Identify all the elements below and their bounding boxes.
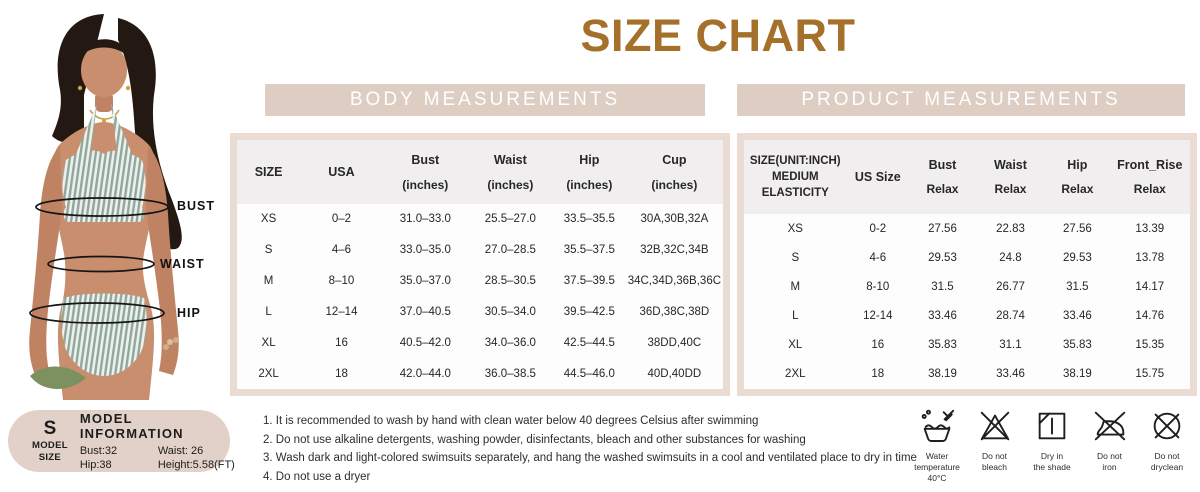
table-cell: 12-14 <box>863 310 893 323</box>
text-line: Water <box>925 451 949 461</box>
table-cell: 4-6 <box>869 251 887 264</box>
column-header-usa: USA <box>328 165 355 179</box>
hip-measure-label: HIP <box>177 306 201 320</box>
care-caption <box>914 451 960 484</box>
bust-measure-label: BUST <box>177 199 216 213</box>
table-cell: 30.5–34.0 <box>484 305 536 318</box>
column-header-size-unit <box>750 153 841 201</box>
table-cell: 26.77 <box>996 280 1025 293</box>
model-information-box <box>8 410 235 472</box>
table-cell: 29.53 <box>928 251 957 264</box>
text-line: MODEL <box>32 439 68 451</box>
table-cell: 27.0–28.5 <box>484 244 536 257</box>
table-cell: 27.56 <box>928 222 957 235</box>
text-line: temperature <box>914 462 960 473</box>
do-not-iron-icon <box>1083 407 1137 484</box>
table-cell: 40.5–42.0 <box>399 336 451 349</box>
product-measurements-table <box>737 133 1197 396</box>
text-line: 40°C <box>927 473 947 484</box>
table-cell: XL <box>788 339 803 352</box>
page-title: SIZE CHART <box>580 10 856 61</box>
model-bust: Bust:32 <box>79 444 118 457</box>
table-cell: 30A,30B,32A <box>640 213 709 226</box>
table-cell: 25.5–27.0 <box>484 213 536 226</box>
table-cell: 38.19 <box>1062 368 1092 381</box>
table-cell: 16 <box>871 339 885 352</box>
table-cell: 14.17 <box>1135 280 1165 293</box>
care-caption <box>1097 451 1122 473</box>
table-cell: 16 <box>335 336 348 349</box>
care-caption <box>1151 451 1183 473</box>
text-line: SIZE(UNIT:INCH) <box>749 154 841 167</box>
table-cell: 37.5–39.5 <box>563 275 615 288</box>
table-cell: 12–14 <box>325 305 358 318</box>
body-measurements-banner: BODY MEASUREMENTS <box>265 84 705 116</box>
body-table-rows <box>237 204 723 389</box>
table-cell: 18 <box>871 368 885 381</box>
model-size-letter: S <box>43 417 57 439</box>
model-size-caption <box>32 440 68 464</box>
model-information-heading: MODEL INFORMATION <box>79 410 184 441</box>
table-cell: L <box>265 305 272 318</box>
table-cell: 42.5–44.5 <box>563 336 615 349</box>
table-cell: L <box>792 310 799 323</box>
text-line: Do not <box>1096 451 1123 461</box>
care-instructions-list <box>263 412 918 486</box>
table-cell: 36.0–38.5 <box>484 367 536 380</box>
text-line: ELASTICITY <box>761 187 829 200</box>
model-waist: Waist: 26 <box>157 444 204 457</box>
text-line: dryclean <box>1150 462 1184 473</box>
table-cell: 2XL <box>785 368 806 381</box>
column-header-bust: Bust (inches) <box>402 152 449 192</box>
table-cell: 31.5 <box>1066 280 1089 293</box>
text-line: Do not <box>1154 451 1180 461</box>
table-cell: S <box>791 251 800 264</box>
table-cell: 8-10 <box>866 280 890 293</box>
table-cell: 38.19 <box>928 368 957 381</box>
table-cell: 27.56 <box>1062 222 1092 235</box>
product-measurements-banner: PRODUCT MEASUREMENTS <box>737 84 1185 116</box>
waist-measure-label: WAIST <box>160 257 205 271</box>
care-caption <box>1033 451 1070 473</box>
table-cell: 13.39 <box>1135 222 1165 235</box>
table-cell: 35.83 <box>1062 339 1092 352</box>
table-cell: 42.0–44.0 <box>399 367 451 380</box>
table-cell: 35.5–37.5 <box>563 244 615 257</box>
table-cell: 31.1 <box>999 339 1022 352</box>
table-cell: 15.75 <box>1135 368 1165 381</box>
table-cell: 24.8 <box>999 251 1022 264</box>
text-line: SIZE <box>38 451 62 463</box>
table-cell: 38DD,40C <box>647 336 702 349</box>
column-header-waist-relax: Waist Relax <box>994 158 1027 196</box>
table-cell: 14.76 <box>1135 310 1165 323</box>
do-not-bleach-icon <box>968 407 1022 484</box>
table-cell: XS <box>787 222 803 235</box>
care-caption <box>982 451 1007 473</box>
body-table-header <box>237 140 723 204</box>
model-stats <box>80 444 235 472</box>
column-header-us-size: US Size <box>854 170 901 184</box>
table-cell: 33.46 <box>996 368 1025 381</box>
table-cell: S <box>264 244 273 257</box>
table-cell: 35.83 <box>928 339 957 352</box>
body-measurements-table <box>230 133 730 396</box>
table-cell: 0-2 <box>869 222 887 235</box>
do-not-dryclean-icon <box>1140 407 1194 484</box>
table-cell: M <box>263 275 274 288</box>
text-line: Do not <box>981 451 1008 461</box>
column-header-waist: Waist (inches) <box>487 152 534 192</box>
table-cell: 34C,34D,36B,36C <box>627 275 722 288</box>
table-cell: XS <box>260 213 277 226</box>
product-table-header <box>744 140 1190 214</box>
table-cell: 44.5–46.0 <box>563 367 615 380</box>
column-header-bust-relax: Bust Relax <box>926 158 959 196</box>
care-instruction-item: 4. Do not use a dryer <box>263 470 371 483</box>
text-line: the shade <box>1033 462 1071 473</box>
table-cell: M <box>790 280 801 293</box>
table-cell: 33.0–35.0 <box>399 244 451 257</box>
table-cell: 29.53 <box>1062 251 1092 264</box>
text-line: Dry in <box>1040 451 1064 461</box>
column-header-hip-relax: Hip Relax <box>1061 158 1094 196</box>
table-cell: 28.74 <box>996 310 1025 323</box>
table-cell: 15.35 <box>1135 339 1165 352</box>
column-header-size: SIZE <box>254 165 283 179</box>
table-cell: 37.0–40.5 <box>399 305 451 318</box>
product-table-rows <box>744 214 1190 389</box>
care-instruction-item: 1. It is recommended to wash by hand with clean water below 40 degrees Celsius after swimming <box>263 415 759 427</box>
table-cell: 28.5–30.5 <box>484 275 536 288</box>
care-instruction-item: 2. Do not use alkaline detergents, washing powder, disinfectants, bleach and other substances for washing <box>263 433 806 446</box>
table-cell: 33.5–35.5 <box>563 213 615 226</box>
table-cell: 0–2 <box>331 213 352 226</box>
table-cell: 33.46 <box>928 310 957 323</box>
model-size-badge <box>32 419 68 464</box>
table-cell: 18 <box>335 367 348 380</box>
table-cell: 35.0–37.0 <box>399 275 451 288</box>
table-cell: 8–10 <box>328 275 355 288</box>
model-hip: Hip:38 <box>79 458 112 471</box>
table-cell: 2XL <box>258 367 279 380</box>
table-cell: 40D,40DD <box>647 367 702 380</box>
table-cell: 4–6 <box>331 244 352 257</box>
handwash-temperature-icon <box>910 407 964 484</box>
table-cell: 13.78 <box>1135 251 1165 264</box>
column-header-hip: Hip (inches) <box>566 152 613 192</box>
model-height: Height:5.58(FT) <box>157 458 235 471</box>
table-cell: 36D,38C,38D <box>639 305 710 318</box>
care-instruction-item: 3. Wash dark and light-colored swimsuits separately, and hang the washed swimsuits in a cool and ventilated place to dry in time <box>263 452 917 464</box>
table-cell: 31.5 <box>931 280 954 293</box>
table-cell: 33.46 <box>1062 310 1092 323</box>
table-cell: 32B,32C,34B <box>640 244 709 257</box>
text-line: iron <box>1102 462 1117 473</box>
column-header-cup: Cup (inches) <box>651 152 698 192</box>
table-cell: 22.83 <box>996 222 1025 235</box>
table-cell: 31.0–33.0 <box>399 213 451 226</box>
text-line: bleach <box>981 462 1008 473</box>
dry-in-shade-icon <box>1025 407 1079 484</box>
table-cell: 34.0–36.0 <box>484 336 536 349</box>
laundry-care-icons <box>910 407 1194 484</box>
table-cell: 39.5–42.5 <box>563 305 615 318</box>
column-header-front-rise-relax: Front_Rise Relax <box>1117 158 1183 196</box>
table-cell: XL <box>261 336 276 349</box>
text-line: MEDIUM <box>771 170 819 183</box>
